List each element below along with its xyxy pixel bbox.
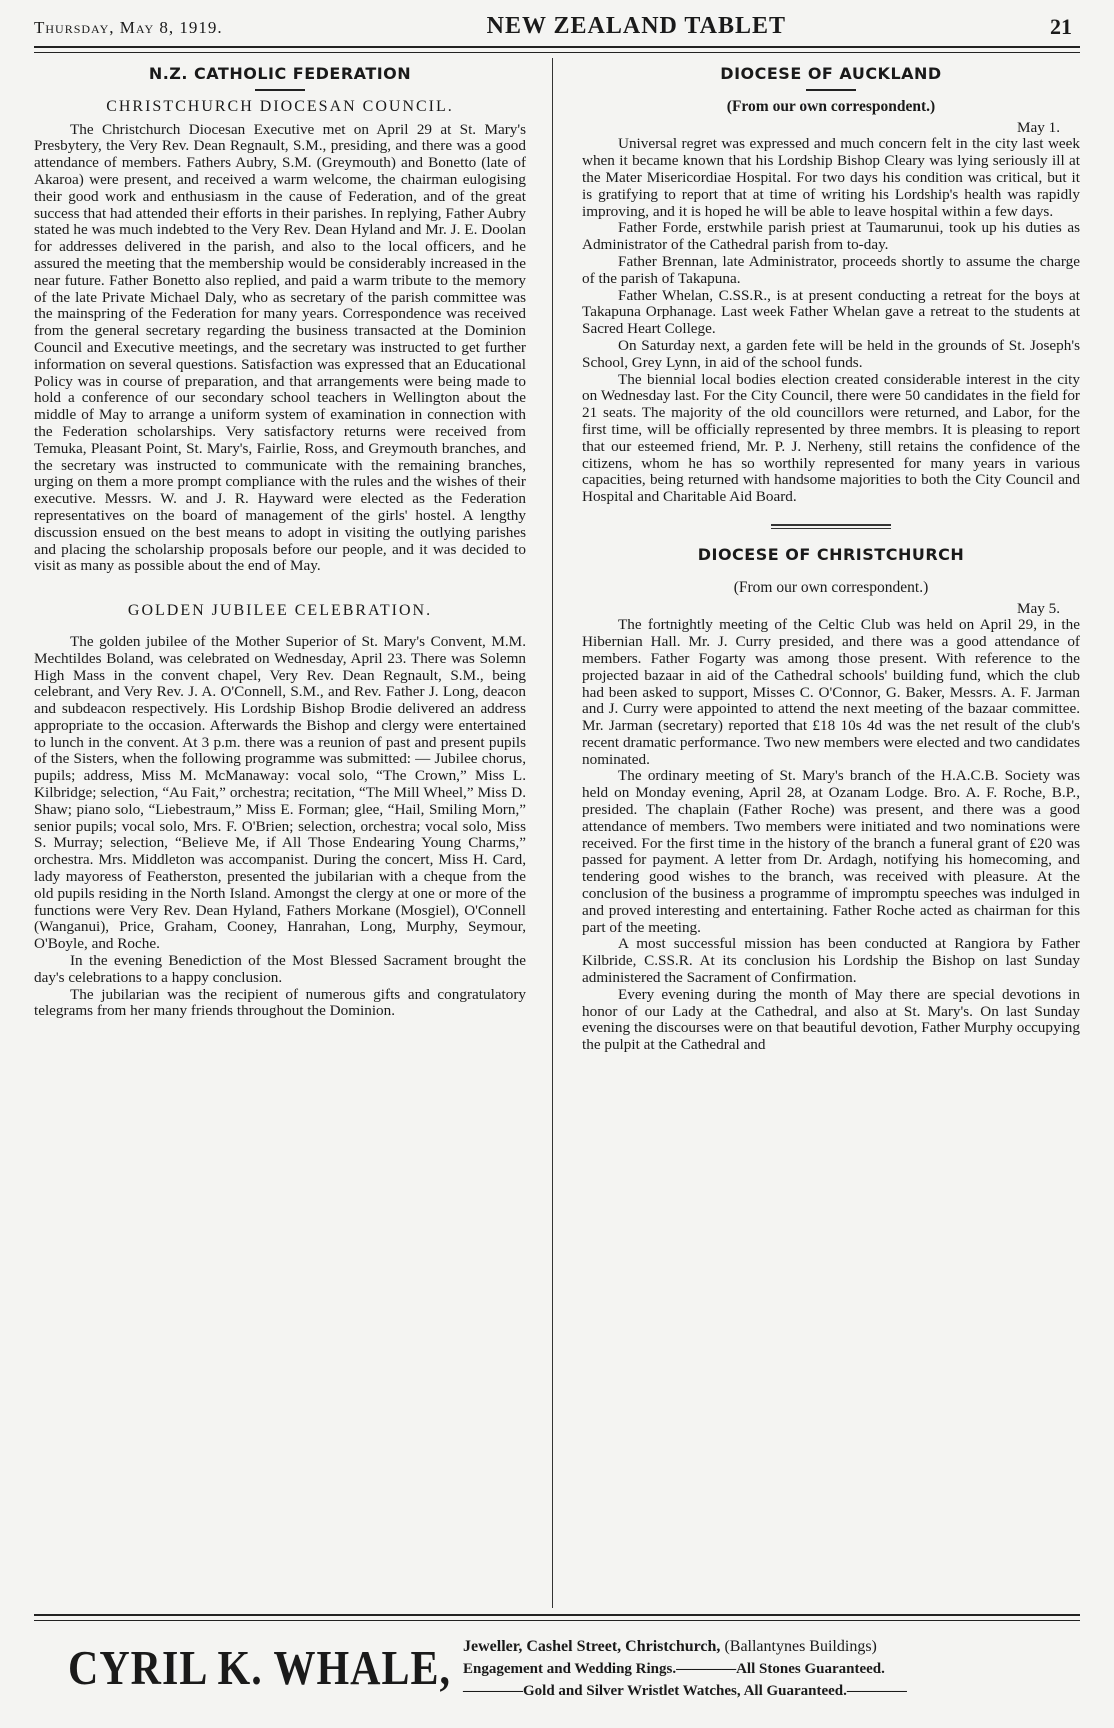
heading-rule xyxy=(806,89,856,91)
jubilee-paragraph: The golden jubilee of the Mother Superior of St. Mary's Convent, M.M. Mechtildes Boland, was celebrated on Wednesday, April 23. There was Solemn High Mass in the convent chapel, Very Rev. Dean Regnault, S.M., being celebrant, and Very Rev. J. A. O'Connell, S.M., and Rev. Father J. Long, deacon and subdeacon respectively. His Lordship Bishop Brodie delivered an address appropriate to the occasion. Afterwards the Bishop and clergy were entertained to lunch in the convent. At 3 p.m. there was a reunion of past and present pupils of the Sisters, when the following programme was submitted: — Jubilee chorus, pupils; address, Miss M. McManaway: vocal solo, “The Crown,” Miss L. Kilbridge; selection, “Au Fait,” orchestra; recitation, “The Mill Wheel,” Miss D. Shaw; piano solo, “Liebestraum,” Miss E. Forman; glee, “Hail, Smiling Morn,” senior pupils; vocal solo, Mrs. F. O'Brien; selection, orchestra; vocal solo, Miss S. Murray; selection, “Believe Me, if All Those Endearing Young Charms,” orchestra. Mrs. Middleton was accompanist. During the concert, Miss H. Card, lady mayoress of Featherston, presented the jubilarian with a cheque from the old pupils residing in the North Island. Amongst the clergy at one or more of the functions were Very Rev. Dean Hyland, Fathers Morkane (Mosgiel), O'Connell (Wanganui), Price, Graham, Cooney, Hanrahan, Long, Murphy, Seymour, O'Boyle, and Roche. xyxy=(34,632,526,953)
federation-body: The Christchurch Diocesan Executive met on April 29 at St. Mary's Presbytery, the Very Rev. Dean Regnault, S.M., presiding, and there was a good attendance of members. Fathers Aubry, S.M. (Greymouth) and Bonetto (late of Akaroa) were present, and received a warm welcome, the chairman eulogising their good work and enthusiasm in the cause of Federation, and of the great success that had attended their efforts in their parishes. In replying, Father Aubry stated he was much indebted to the Very Rev. Dean Hyland and Mr. J. E. Doolan for addresses delivered in the parish, and also to the local officers, and he assured the meeting that the membership would be considerably increased in the near future. Father Bonetto also replied, and paid a warm tribute to the memory of the late Private Michael Daly, who as secretary of the parish committee was the mainspring of the Federation for many years. Correspondence was received from the general secretary regarding the business transacted at the Dominion Council and Executive meetings, and the secretary was instructed to get further information on several questions. Satisfaction was expressed that an Educational Policy was in course of preparation, and that arrangements were being made to hold a conference of our secondary school teachers in Wellington about the middle of May to arrange a uniform system of examination in connection with the Federation scholarships. Very satisfactory returns were received from Temuka, Pleasant Point, St. Mary's, Fairlie, Ross, and Greymouth branches, and the secretary was instructed to communicate with the remaining branches, urging on them a more prompt compliance with the rules and the wishes of their executive. Messrs. W. and J. R. Hayward were elected as the Federation representatives on the board of management of the girls' hostel. A lengthy discussion ensued on the best means to adopt in visiting the outlying parishes and placing the scholarship proposals before our people, and it was decided to visit as many as possible about the end of May. xyxy=(34,120,526,575)
christchurch-paragraph: The fortnightly meeting of the Celtic Club was held on April 29, in the Hibernian Hall. Mr. J. Curry presided, and there was a good attendance of members. Father Fogarty was among those present. With reference to the projected bazaar in aid of the Cathedral schools' building fund, which the club had been asked to support, Misses C. O'Connor, G. Baker, Messrs. A. F. Jarman and J. Curry were appointed to attend the next meeting of the bazaar committee. Mr. Jarman (secretary) reported that £18 10s 4d was the net result of the club's recent dramatic performance. Two new members were elected and two candidates nominated. xyxy=(582,616,1080,768)
advertisement-address: (Ballantynes Buildings) xyxy=(724,1638,877,1655)
issue-date: Thursday, May 8, 1919. xyxy=(34,18,223,37)
jubilee-heading: GOLDEN JUBILEE CELEBRATION. xyxy=(127,602,433,620)
christchurch-paragraph: A most successful mission has been conducted at Rangiora by Father Kilbride, C.SS.R. At its conclusion his Lordship the Bishop on last Sunday administered the Sacrament of Confirmation. xyxy=(582,935,1080,987)
auckland-heading: DIOCESE OF AUCKLAND xyxy=(720,64,942,83)
christchurch-dateline: May 5. xyxy=(1016,599,1060,617)
auckland-paragraph: On Saturday next, a garden fete will be held in the grounds of St. Joseph's School, Grey Lynn, in aid of the school funds. xyxy=(582,336,1080,371)
newspaper-title: NEW ZEALAND TABLET xyxy=(486,13,787,39)
auckland-paragraph: Father Whelan, C.SS.R., is at present conducting a retreat for the boys at Takapuna Orphanage. Last week Father Whelan gave a retreat to the students at Sacred Heart College. xyxy=(582,286,1080,338)
advertisement xyxy=(34,1624,1080,1714)
left-column xyxy=(34,60,526,1608)
federation-heading: N.Z. CATHOLIC FEDERATION xyxy=(148,64,412,83)
advertisement-rule xyxy=(34,1614,1080,1621)
heading-rule xyxy=(255,89,305,91)
masthead xyxy=(34,8,1080,42)
jubilee-paragraph: In the evening Benediction of the Most Blessed Sacrament brought the day's celebrations to a happy conclusion. xyxy=(34,952,526,986)
advertisement-line: Engagement and Wedding Rings.————All Stones Guaranteed. xyxy=(462,1661,885,1677)
christchurch-subheading: (From our own correspondent.) xyxy=(733,578,929,596)
federation-subheading: CHRISTCHURCH DIOCESAN COUNCIL. xyxy=(106,97,454,115)
auckland-paragraph: Father Brennan, late Administrator, proceeds shortly to assume the charge of the parish of Takapuna. xyxy=(582,252,1080,287)
christchurch-heading: DIOCESE OF CHRISTCHURCH xyxy=(697,544,965,564)
right-column xyxy=(582,60,1080,1608)
auckland-paragraph: Father Forde, erstwhile parish priest at Taumarunui, took up his duties as Administrator of the Cathedral parish from to-day. xyxy=(582,219,1080,254)
advertisement-text xyxy=(463,1636,1080,1702)
advertisement-line: ————Gold and Silver Wristlet Watches, All Guaranteed.———— xyxy=(462,1683,907,1699)
masthead-rule xyxy=(34,46,1080,53)
advertisement-line: Jeweller, Cashel Street, Christchurch, xyxy=(462,1638,721,1655)
auckland-paragraph: Universal regret was expressed and much concern felt in the city last week when it became known that his Lordship Bishop Cleary was lying seriously ill at the Mater Misericordiae Hospital. For two days his condition was critical, but it is gratifying to report that at time of writing his Lordship's health was rapidly improving, and it is hoped he will be able to leave hospital within a few days. xyxy=(582,135,1080,220)
auckland-dateline: May 1. xyxy=(1016,118,1060,136)
page-number: 21 xyxy=(1050,14,1072,39)
column-divider xyxy=(552,58,553,1608)
section-rule xyxy=(771,524,891,529)
newspaper-page xyxy=(34,8,1080,1720)
christchurch-paragraph: Every evening during the month of May there are special devotions in honor of our Lady at the Cathedral, and also at St. Mary's. On last Sunday evening the discourses were on that beautiful devotion, Father Murphy occupying the pulpit at the Cathedral and xyxy=(582,985,1080,1054)
auckland-paragraph: The biennial local bodies election created considerable interest in the city on Wednesday last. For the City Council, there were 50 candidates in the field for 21 seats. The majority of the old councillors were returned, and Labor, for the first time, will be officially represented by three membrs. It is pleasing to report that our esteemed friend, Mr. P. J. Nerheny, still retains the confidence of the citizens, whom he has so worthily represented for many years in various capacities, being returned with handsome majorities to both the City Council and Hospital and Charitable Aid Board. xyxy=(582,370,1080,506)
jubilee-paragraph: The jubilarian was the recipient of numerous gifts and congratulatory telegrams from her many friends throughout the Dominion. xyxy=(34,985,526,1020)
auckland-subheading: (From our own correspondent.) xyxy=(726,97,936,115)
advertiser-name: CYRIL K. WHALE, xyxy=(68,1642,451,1696)
christchurch-paragraph: The ordinary meeting of St. Mary's branch of the H.A.C.B. Society was held on Monday evening, April 28, at Ozanam Lodge. Bro. A. F. Roche, B.P., presided. The chaplain (Father Roche) was present, and there was a good attendance of members. Two members were initiated and two nominations were received. For the first time in the history of the branch a funeral grant of £20 was passed for payment. A letter from Dr. Ardagh, notifying his homecoming, and tendering good wishes to the branch, was received with pleasure. At the conclusion of the business a programme of impromptu speeches was indulged in and proved interesting and entertaining. Father Roche acted as chairman for this part of the meeting. xyxy=(582,767,1080,936)
